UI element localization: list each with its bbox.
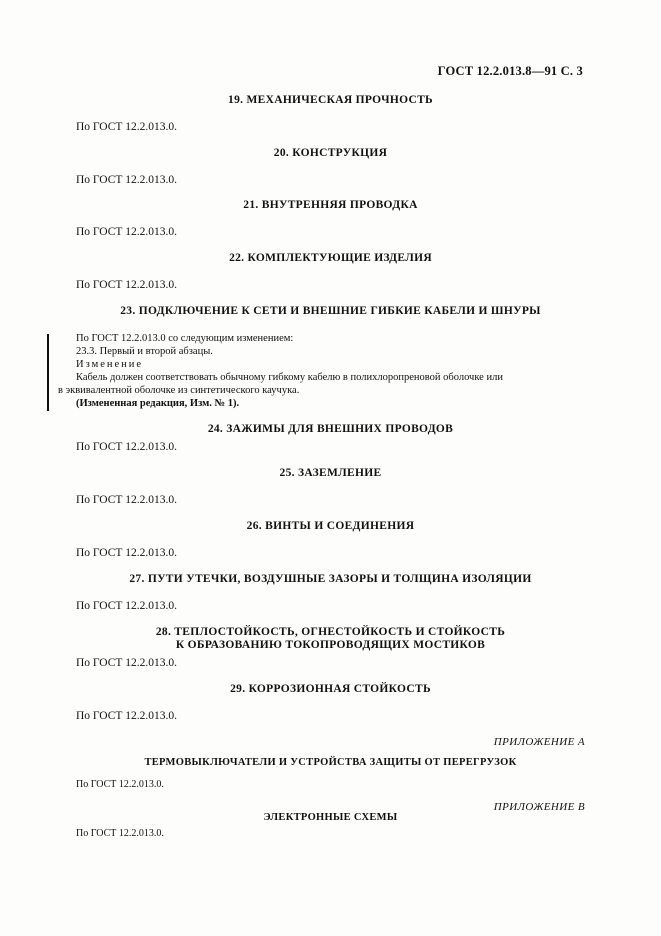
section-24-text: По ГОСТ 12.2.013.0. [76, 441, 178, 453]
section-28-title-line2: К ОБРАЗОВАНИЮ ТОКОПРОВОДЯЩИХ МОСТИКОВ [175, 639, 486, 651]
section-24-title: 24. ЗАЖИМЫ ДЛЯ ВНЕШНИХ ПРОВОДОВ [207, 423, 454, 435]
section-21-text: По ГОСТ 12.2.013.0. [76, 226, 178, 238]
section-20-title: 20. КОНСТРУКЦИЯ [273, 147, 388, 159]
section-20-text: По ГОСТ 12.2.013.0. [76, 174, 178, 186]
section-19-text: По ГОСТ 12.2.013.0. [76, 121, 178, 133]
appendix-b-title: ЭЛЕКТРОННЫЕ СХЕМЫ [263, 812, 398, 823]
appendix-a-label: ПРИЛОЖЕНИЕ А [493, 736, 585, 748]
section-19-title: 19. МЕХАНИЧЕСКАЯ ПРОЧНОСТЬ [228, 94, 433, 106]
appendix-b-text: По ГОСТ 12.2.013.0. [76, 828, 164, 839]
section-23-line5: в эквивалентной оболочке из синтетического каучука. [58, 385, 300, 396]
section-28-title-line1: 28. ТЕПЛОСТОЙКОСТЬ, ОГНЕСТОЙКОСТЬ И СТОЙКОСТЬ [155, 626, 506, 638]
section-25-title: 25. ЗАЗЕМЛЕНИЕ [279, 467, 382, 479]
page-header: ГОСТ 12.2.013.8—91 С. 3 [437, 64, 583, 78]
section-22-text: По ГОСТ 12.2.013.0. [76, 279, 178, 291]
section-26-text: По ГОСТ 12.2.013.0. [76, 547, 178, 559]
section-25-text: По ГОСТ 12.2.013.0. [76, 494, 178, 506]
section-26-title: 26. ВИНТЫ И СОЕДИНЕНИЯ [246, 520, 415, 532]
appendix-b-label: ПРИЛОЖЕНИЕ В [493, 801, 585, 813]
section-29-title: 29. КОРРОЗИОННАЯ СТОЙКОСТЬ [230, 683, 431, 695]
section-23-line2: 23.3. Первый и второй абзацы. [76, 346, 213, 357]
section-23-note: (Измененная редакция, Изм. № 1). [76, 398, 240, 409]
section-27-text: По ГОСТ 12.2.013.0. [76, 600, 178, 612]
section-23-line3: Изменение [76, 359, 144, 370]
section-23-line4: Кабель должен соответствовать обычному гибкому кабелю в полихлоропреновой оболочке или [76, 372, 503, 383]
section-27-title: 27. ПУТИ УТЕЧКИ, ВОЗДУШНЫЕ ЗАЗОРЫ И ТОЛЩИНА ИЗОЛЯЦИИ [129, 573, 532, 585]
section-22-title: 22. КОМПЛЕКТУЮЩИЕ ИЗДЕЛИЯ [229, 252, 432, 264]
section-29-text: По ГОСТ 12.2.013.0. [76, 710, 178, 722]
appendix-a-text: По ГОСТ 12.2.013.0. [76, 779, 164, 790]
section-28-text: По ГОСТ 12.2.013.0. [76, 657, 178, 669]
section-21-title: 21. ВНУТРЕННЯЯ ПРОВОДКА [243, 199, 418, 211]
appendix-a-title: ТЕРМОВЫКЛЮЧАТЕЛИ И УСТРОЙСТВА ЗАЩИТЫ ОТ ПЕРЕГРУЗОК [144, 757, 517, 768]
section-23-title: 23. ПОДКЛЮЧЕНИЕ К СЕТИ И ВНЕШНИЕ ГИБКИЕ КАБЕЛИ И ШНУРЫ [120, 305, 541, 317]
section-23-line1: По ГОСТ 12.2.013.0 со следующим изменением: [76, 333, 294, 344]
change-bar [47, 334, 49, 411]
